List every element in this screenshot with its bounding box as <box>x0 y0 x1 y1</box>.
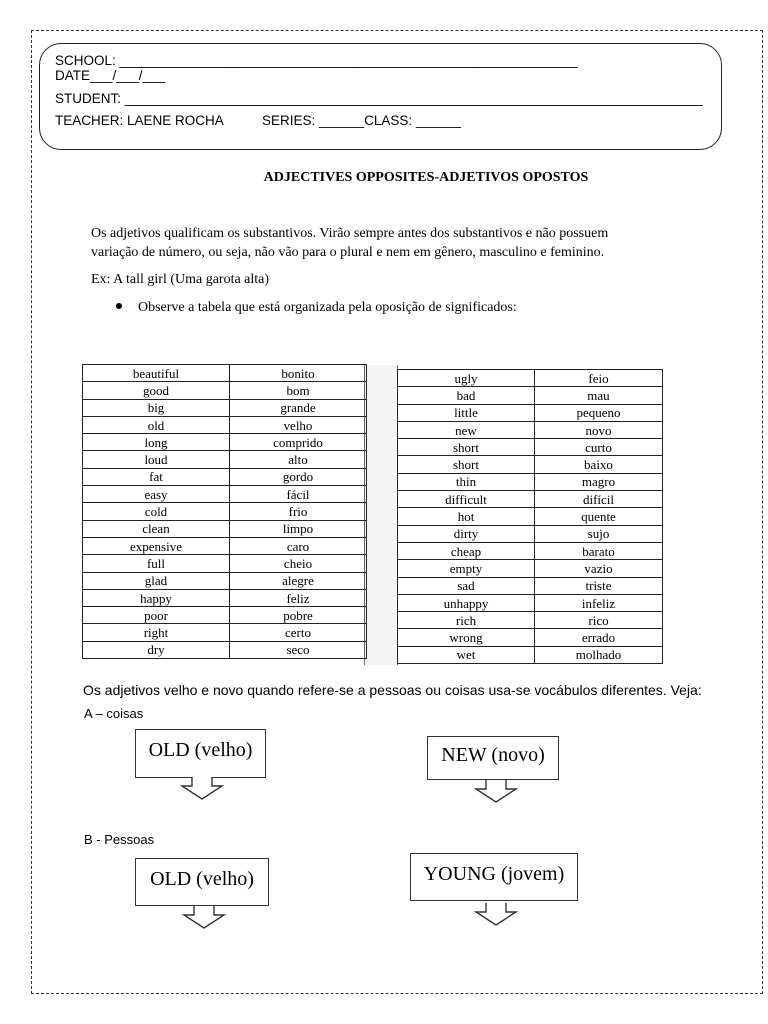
portuguese-cell: alegre <box>230 572 367 589</box>
english-cell: wet <box>398 646 535 663</box>
english-cell: fat <box>83 468 230 485</box>
table-row <box>398 577 663 594</box>
table-row <box>398 491 663 508</box>
portuguese-cell: certo <box>230 624 367 641</box>
bullet-text: Observe a tabela que está organizada pela oposição de significados: <box>138 300 517 315</box>
header-box <box>39 43 722 150</box>
english-cell: expensive <box>83 537 230 554</box>
portuguese-cell: frio <box>230 503 367 520</box>
school-line: SCHOOL: _____________________________________________________________ <box>55 53 578 68</box>
left-table <box>82 364 367 659</box>
table-row <box>83 572 367 589</box>
english-cell: loud <box>83 451 230 468</box>
portuguese-cell: caro <box>230 537 367 554</box>
portuguese-cell: baixo <box>535 456 663 473</box>
series-class-line: SERIES: ______CLASS: ______ <box>262 113 461 128</box>
table-row <box>398 646 663 663</box>
english-cell: thin <box>398 473 535 490</box>
table-row <box>83 589 367 606</box>
portuguese-cell: molhado <box>535 646 663 663</box>
right-table-wrap <box>397 369 663 664</box>
box-old-people: OLD (velho) <box>135 858 269 906</box>
english-cell: difficult <box>398 491 535 508</box>
box-young-people: YOUNG (jovem) <box>410 853 578 901</box>
english-cell: short <box>398 439 535 456</box>
english-cell: full <box>83 555 230 572</box>
english-cell: dirty <box>398 525 535 542</box>
teacher-line: TEACHER: LAENE ROCHA <box>55 113 224 128</box>
portuguese-cell: rico <box>535 612 663 629</box>
portuguese-cell: feliz <box>230 589 367 606</box>
section-a-label: A – coisas <box>84 706 144 721</box>
english-cell: bad <box>398 387 535 404</box>
portuguese-cell: cheio <box>230 555 367 572</box>
box-new-things: NEW (novo) <box>427 736 559 780</box>
english-cell: dry <box>83 641 230 658</box>
table-row <box>83 451 367 468</box>
portuguese-cell: vazio <box>535 560 663 577</box>
bullet-icon <box>116 303 122 309</box>
english-cell: ugly <box>398 370 535 387</box>
box-old-things: OLD (velho) <box>135 729 266 778</box>
portuguese-cell: gordo <box>230 468 367 485</box>
english-cell: easy <box>83 486 230 503</box>
table-row <box>83 416 367 433</box>
table-row <box>83 399 367 416</box>
english-cell: sad <box>398 577 535 594</box>
table-row <box>398 560 663 577</box>
english-cell: unhappy <box>398 594 535 611</box>
portuguese-cell: bonito <box>230 365 367 382</box>
portuguese-cell: bom <box>230 382 367 399</box>
english-cell: new <box>398 421 535 438</box>
portuguese-cell: mau <box>535 387 663 404</box>
table-row <box>398 594 663 611</box>
table-row <box>398 542 663 559</box>
table-row <box>398 612 663 629</box>
english-cell: rich <box>398 612 535 629</box>
table-row <box>398 404 663 421</box>
english-cell: clean <box>83 520 230 537</box>
portuguese-cell: triste <box>535 577 663 594</box>
table-row <box>83 382 367 399</box>
english-cell: short <box>398 456 535 473</box>
portuguese-cell: sujo <box>535 525 663 542</box>
intro-line-2: variação de número, ou seja, não vão para o plural e nem em gênero, masculino e feminino. <box>91 245 605 260</box>
portuguese-cell: barato <box>535 542 663 559</box>
page-title: ADJECTIVES OPPOSITES-ADJETIVOS OPOSTOS <box>263 170 589 185</box>
table-row <box>83 607 367 624</box>
table-row <box>83 641 367 658</box>
english-cell: beautiful <box>83 365 230 382</box>
intro-line-1: Os adjetivos qualificam os substantivos. Virão sempre antes dos substantivos e não possuem <box>91 226 609 241</box>
english-cell: right <box>83 624 230 641</box>
portuguese-cell: magro <box>535 473 663 490</box>
table-row <box>398 508 663 525</box>
table-row <box>398 370 663 387</box>
portuguese-cell: feio <box>535 370 663 387</box>
arrow-down-icon <box>474 779 518 803</box>
table-row <box>398 525 663 542</box>
arrow-down-icon <box>180 776 224 800</box>
english-cell: empty <box>398 560 535 577</box>
left-table-wrap <box>82 364 367 659</box>
english-cell: big <box>83 399 230 416</box>
student-line: STUDENT: _____________________________________________________________________________ <box>55 91 703 106</box>
table-row <box>83 537 367 554</box>
english-cell: happy <box>83 589 230 606</box>
table-divider <box>364 365 398 665</box>
table-row <box>83 624 367 641</box>
english-cell: long <box>83 434 230 451</box>
portuguese-cell: difícil <box>535 491 663 508</box>
table-row <box>83 365 367 382</box>
table-row <box>83 468 367 485</box>
table-row <box>398 421 663 438</box>
portuguese-cell: infeliz <box>535 594 663 611</box>
english-cell: little <box>398 404 535 421</box>
portuguese-cell: limpo <box>230 520 367 537</box>
example-text: Ex: A tall girl (Uma garota alta) <box>91 272 270 287</box>
english-cell: good <box>83 382 230 399</box>
portuguese-cell: grande <box>230 399 367 416</box>
portuguese-cell: quente <box>535 508 663 525</box>
portuguese-cell: novo <box>535 421 663 438</box>
date-line: DATE___/___/___ <box>55 68 166 83</box>
table-row <box>83 520 367 537</box>
table-row <box>398 473 663 490</box>
table-row <box>398 629 663 646</box>
english-cell: poor <box>83 607 230 624</box>
table-row <box>398 387 663 404</box>
table-row <box>83 434 367 451</box>
right-table <box>397 369 663 664</box>
english-cell: cold <box>83 503 230 520</box>
portuguese-cell: errado <box>535 629 663 646</box>
english-cell: wrong <box>398 629 535 646</box>
table-row <box>83 503 367 520</box>
english-cell: hot <box>398 508 535 525</box>
portuguese-cell: velho <box>230 416 367 433</box>
table-row <box>83 555 367 572</box>
note-text: Os adjetivos velho e novo quando refere-se a pessoas ou coisas usa-se vocábulos diferentes. Veja: <box>83 682 702 698</box>
english-cell: glad <box>83 572 230 589</box>
portuguese-cell: alto <box>230 451 367 468</box>
portuguese-cell: pequeno <box>535 404 663 421</box>
arrow-down-icon <box>474 902 518 926</box>
section-b-label: B - Pessoas <box>84 832 155 847</box>
arrow-down-icon <box>182 905 226 929</box>
portuguese-cell: pobre <box>230 607 367 624</box>
portuguese-cell: curto <box>535 439 663 456</box>
portuguese-cell: fácil <box>230 486 367 503</box>
table-row <box>398 439 663 456</box>
english-cell: cheap <box>398 542 535 559</box>
portuguese-cell: seco <box>230 641 367 658</box>
table-row <box>398 456 663 473</box>
english-cell: old <box>83 416 230 433</box>
table-row <box>83 486 367 503</box>
portuguese-cell: comprido <box>230 434 367 451</box>
